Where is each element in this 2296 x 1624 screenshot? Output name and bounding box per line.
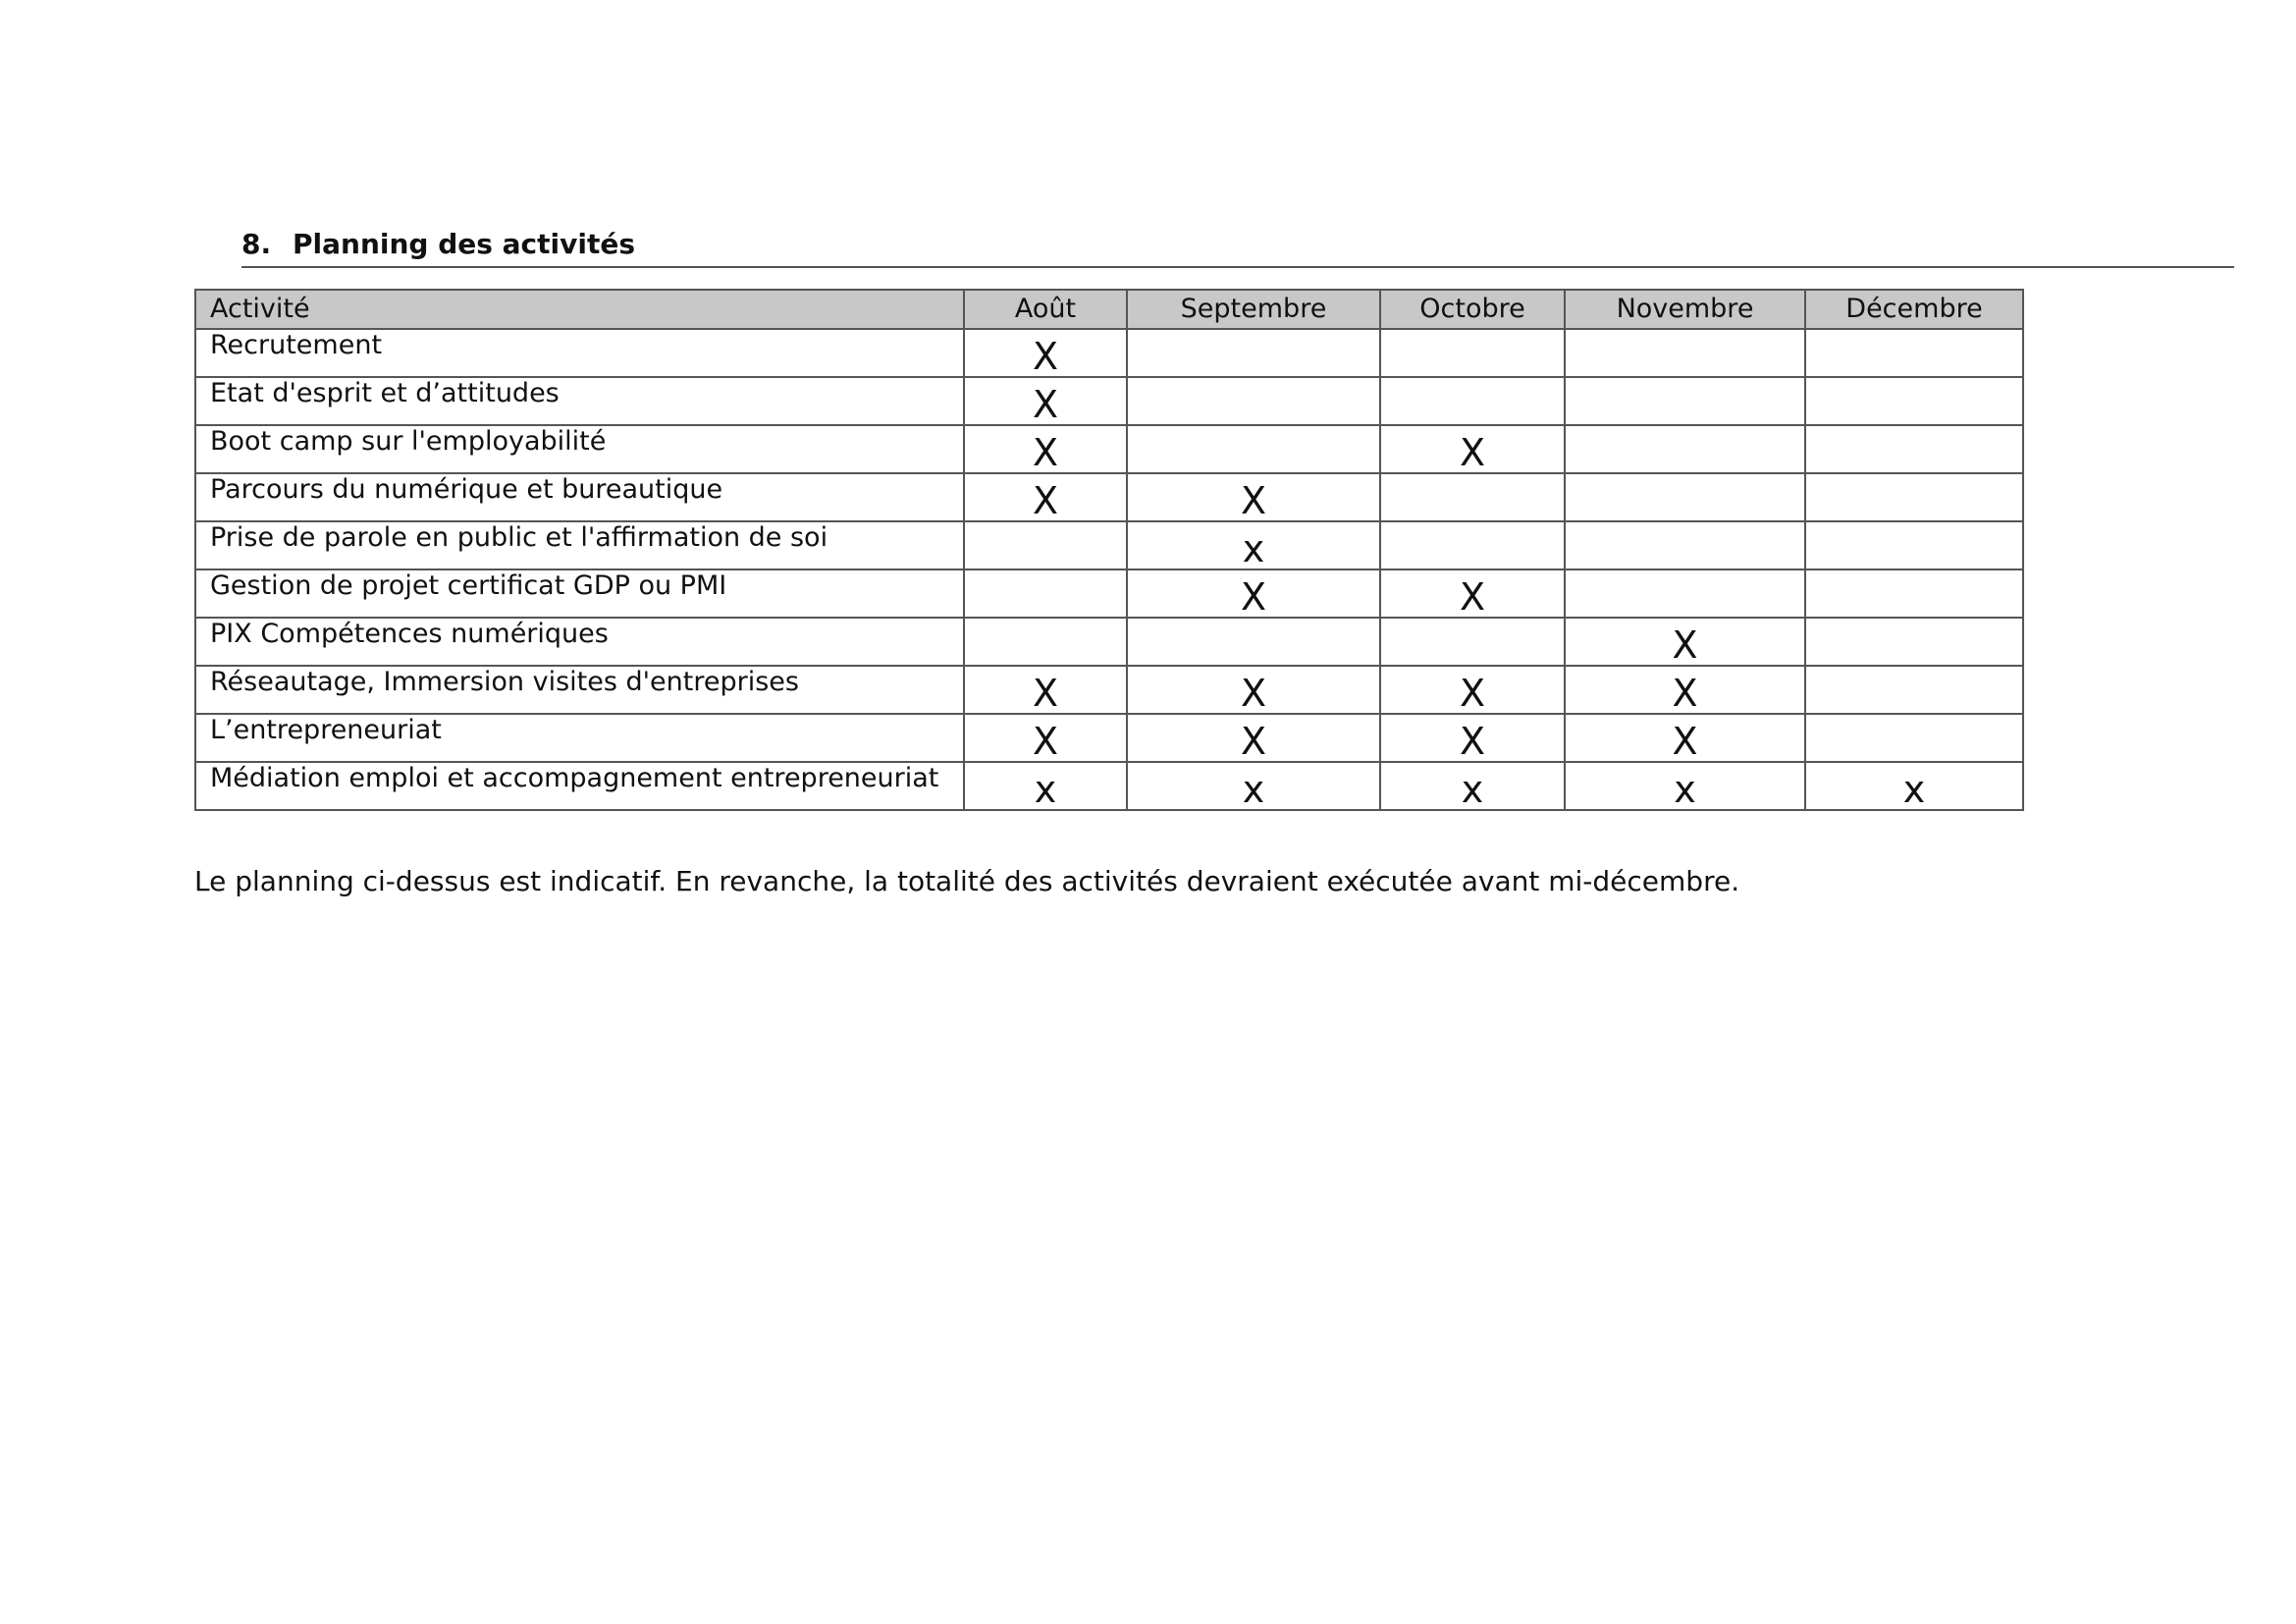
month-mark-cell: X <box>964 473 1127 521</box>
table-row <box>195 618 2023 666</box>
month-mark-cell: X <box>1380 569 1565 618</box>
activity-cell: Médiation emploi et accompagnement entrepreneuriat <box>195 762 964 810</box>
month-mark-cell <box>1805 569 2023 618</box>
month-mark-cell: x <box>1565 762 1805 810</box>
month-mark-cell: x <box>1127 521 1380 569</box>
activity-cell: Réseautage, Immersion visites d'entreprises <box>195 666 964 714</box>
activity-planning-table <box>194 289 2024 811</box>
month-mark-cell: x <box>1380 762 1565 810</box>
header-novembre: Novembre <box>1565 290 1805 329</box>
month-mark-cell <box>1805 521 2023 569</box>
activity-cell: Etat d'esprit et d’attitudes <box>195 377 964 425</box>
month-mark-cell: X <box>964 425 1127 473</box>
table-row <box>195 377 2023 425</box>
month-mark-cell: X <box>1565 618 1805 666</box>
month-mark-cell: X <box>1380 425 1565 473</box>
table-row <box>195 521 2023 569</box>
month-mark-cell <box>1380 329 1565 377</box>
month-mark-cell <box>1805 377 2023 425</box>
month-mark-cell <box>964 569 1127 618</box>
planning-note: Le planning ci-dessus est indicatif. En revanche, la totalité des activités devraient exécutée avant mi-décembre. <box>194 865 1740 897</box>
month-mark-cell: x <box>1127 762 1380 810</box>
section-heading <box>241 227 2234 268</box>
month-mark-cell <box>1565 377 1805 425</box>
month-mark-cell: X <box>964 329 1127 377</box>
activity-cell: Boot camp sur l'employabilité <box>195 425 964 473</box>
header-aout: Août <box>964 290 1127 329</box>
month-mark-cell <box>1805 425 2023 473</box>
table-body <box>195 329 2023 810</box>
activity-cell: PIX Compétences numériques <box>195 618 964 666</box>
table-row <box>195 425 2023 473</box>
month-mark-cell: X <box>964 377 1127 425</box>
activity-cell: L’entrepreneuriat <box>195 714 964 762</box>
month-mark-cell: X <box>1380 666 1565 714</box>
month-mark-cell: X <box>1380 714 1565 762</box>
month-mark-cell <box>1127 329 1380 377</box>
table-row <box>195 473 2023 521</box>
month-mark-cell <box>1805 618 2023 666</box>
header-decembre: Décembre <box>1805 290 2023 329</box>
month-mark-cell: X <box>1127 666 1380 714</box>
month-mark-cell: X <box>1127 569 1380 618</box>
month-mark-cell <box>1565 425 1805 473</box>
header-septembre: Septembre <box>1127 290 1380 329</box>
month-mark-cell <box>1565 473 1805 521</box>
month-mark-cell: X <box>964 714 1127 762</box>
month-mark-cell <box>1127 425 1380 473</box>
activity-cell: Prise de parole en public et l'affirmation de soi <box>195 521 964 569</box>
month-mark-cell <box>1380 473 1565 521</box>
month-mark-cell <box>1805 473 2023 521</box>
month-mark-cell <box>1380 377 1565 425</box>
month-mark-cell <box>1565 569 1805 618</box>
month-mark-cell <box>964 618 1127 666</box>
month-mark-cell <box>1565 521 1805 569</box>
activity-cell: Parcours du numérique et bureautique <box>195 473 964 521</box>
month-mark-cell <box>1805 714 2023 762</box>
month-mark-cell <box>1127 618 1380 666</box>
header-row <box>195 290 2023 329</box>
table-row <box>195 714 2023 762</box>
month-mark-cell <box>1565 329 1805 377</box>
month-mark-cell <box>1380 521 1565 569</box>
table-row <box>195 762 2023 810</box>
month-mark-cell: X <box>1127 714 1380 762</box>
header-octobre: Octobre <box>1380 290 1565 329</box>
table-row <box>195 329 2023 377</box>
month-mark-cell <box>964 521 1127 569</box>
month-mark-cell: X <box>1565 666 1805 714</box>
month-mark-cell <box>1380 618 1565 666</box>
table-header <box>195 290 2023 329</box>
month-mark-cell: x <box>964 762 1127 810</box>
table-row <box>195 666 2023 714</box>
month-mark-cell <box>1805 329 2023 377</box>
month-mark-cell <box>1805 666 2023 714</box>
month-mark-cell: X <box>1127 473 1380 521</box>
section-number: 8. <box>241 228 272 260</box>
header-activity: Activité <box>195 290 964 329</box>
activity-cell: Gestion de projet certificat GDP ou PMI <box>195 569 964 618</box>
activity-cell: Recrutement <box>195 329 964 377</box>
section-title: Planning des activités <box>293 228 636 260</box>
month-mark-cell: X <box>1565 714 1805 762</box>
month-mark-cell: X <box>964 666 1127 714</box>
month-mark-cell <box>1127 377 1380 425</box>
month-mark-cell: x <box>1805 762 2023 810</box>
table-row <box>195 569 2023 618</box>
